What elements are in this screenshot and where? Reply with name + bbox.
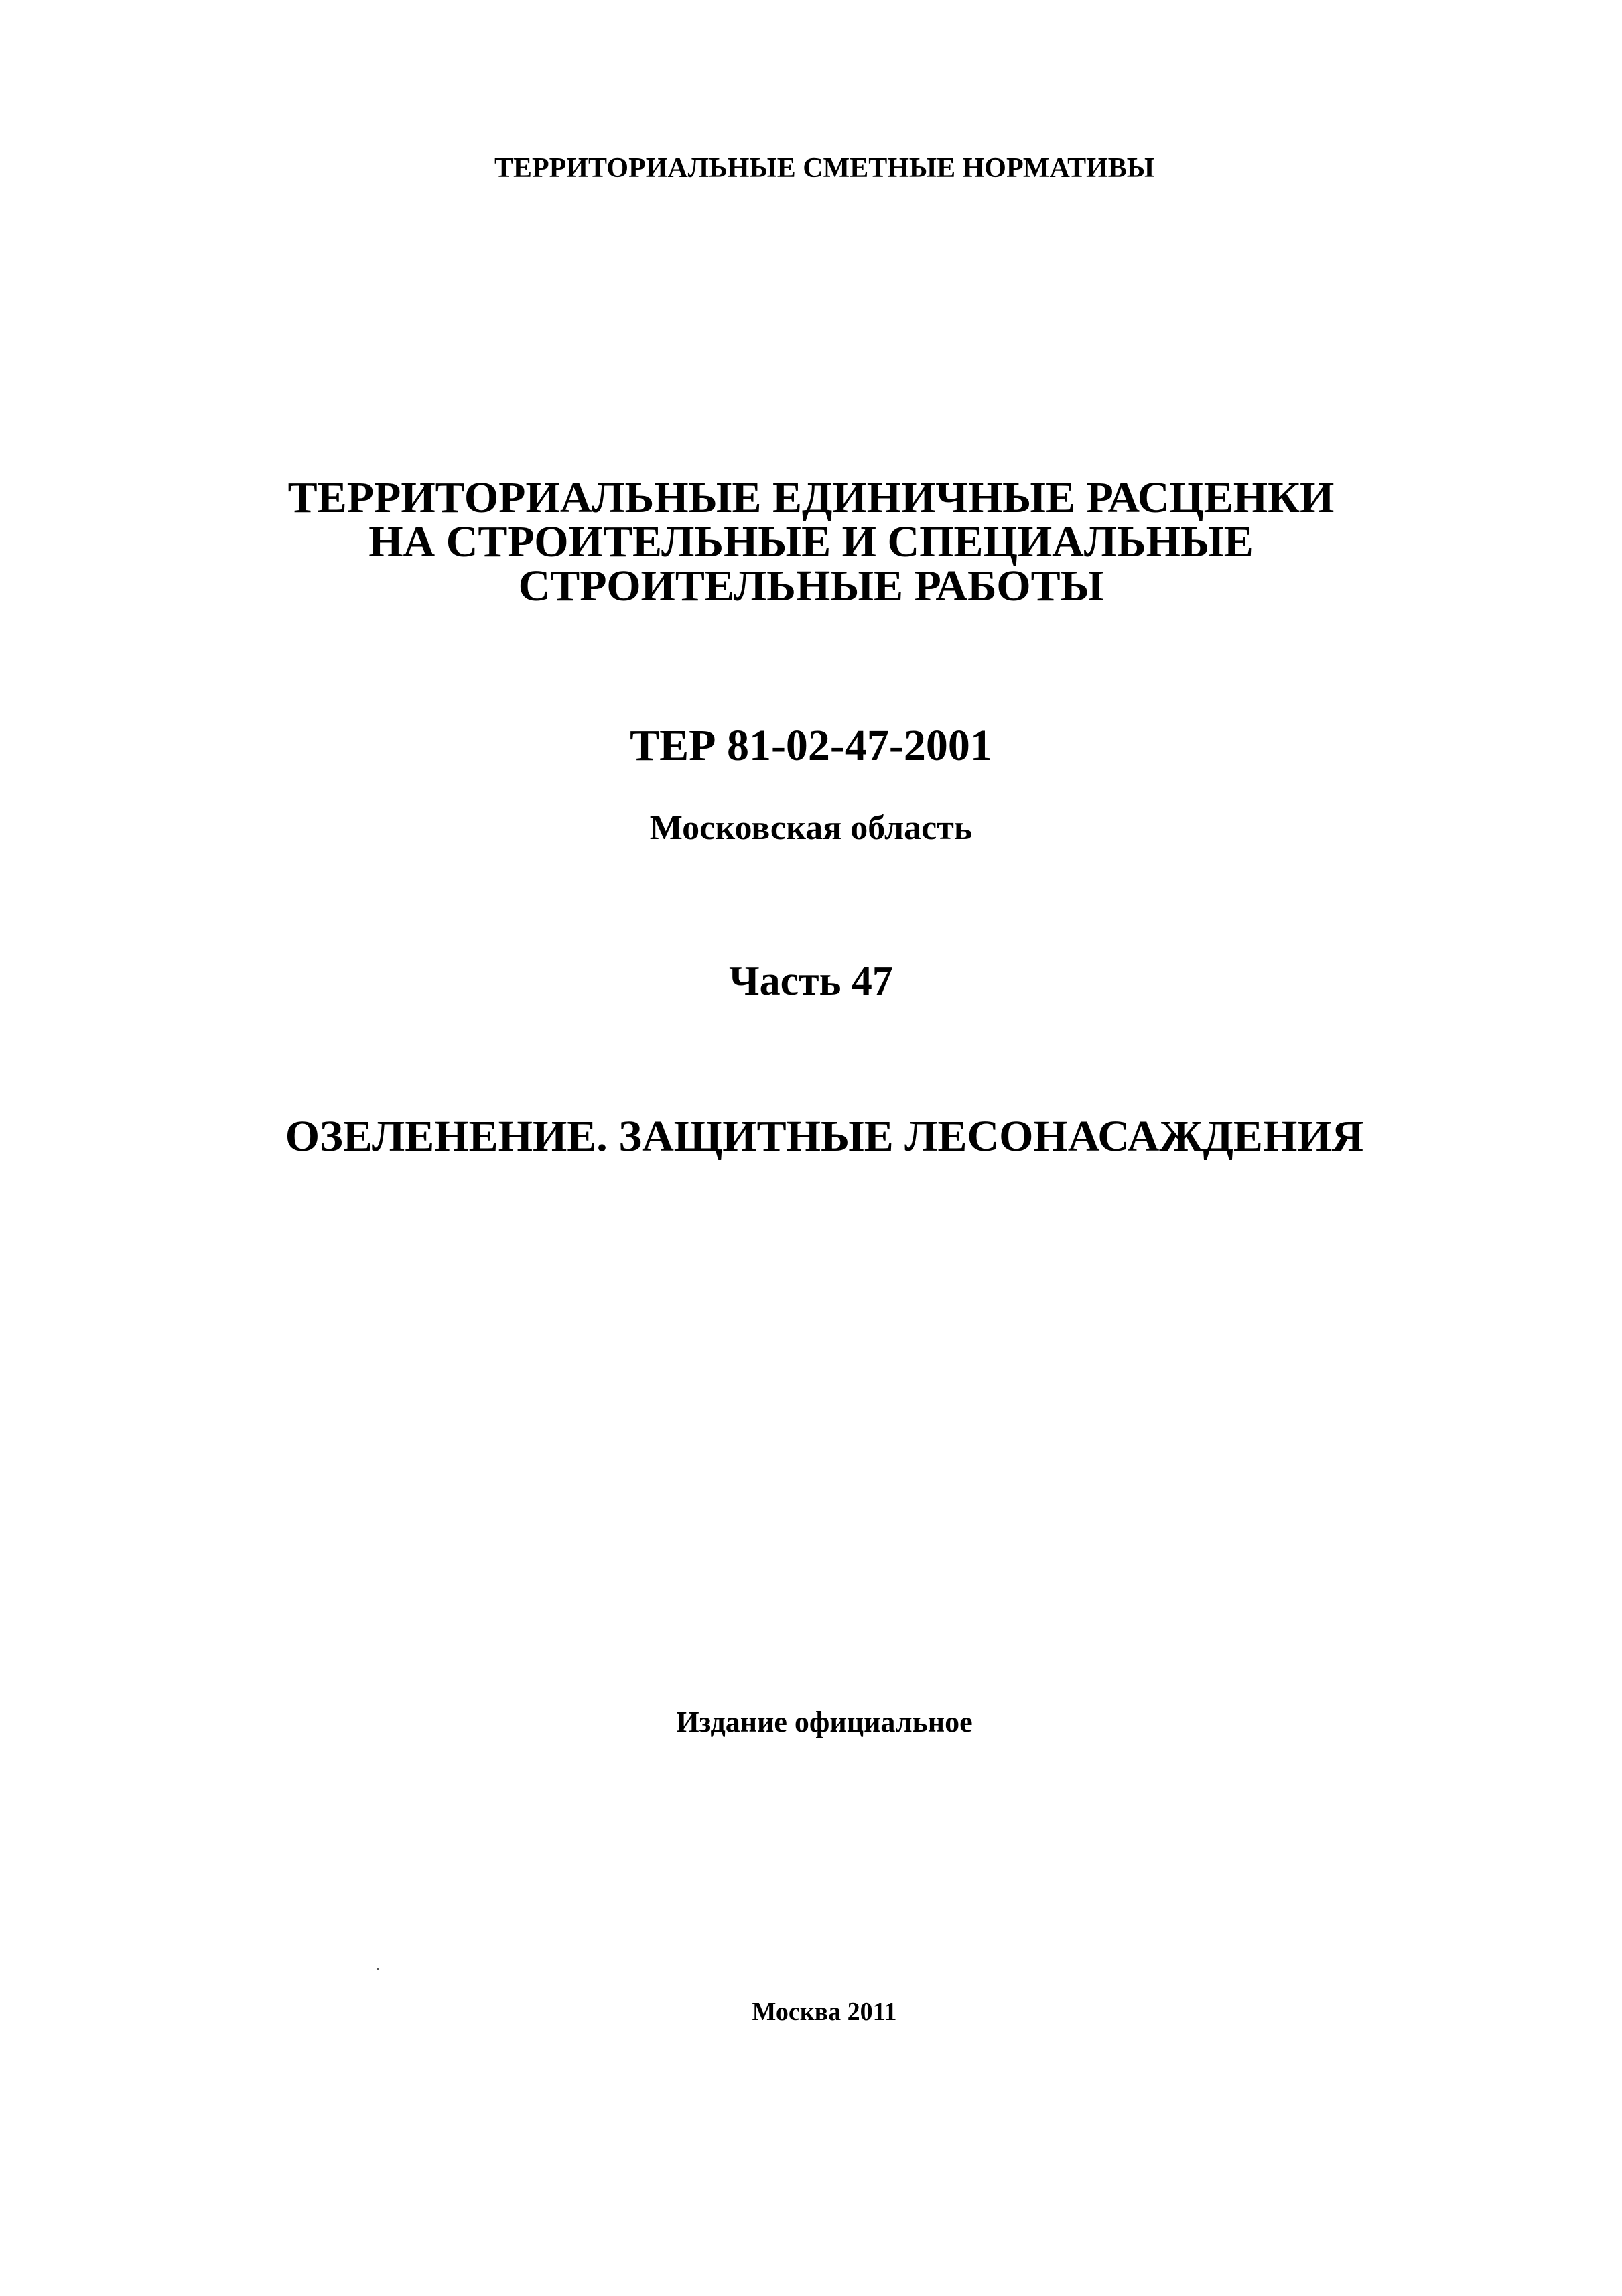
title-line-1: ТЕРРИТОРИАЛЬНЫЕ ЕДИНИЧНЫЕ РАСЦЕНКИ <box>287 473 1335 522</box>
scan-speck <box>377 1968 379 1970</box>
document-title <box>0 473 1622 611</box>
title-line-2: НА СТРОИТЕЛЬНЫЕ И СПЕЦИАЛЬНЫЕ <box>368 517 1254 566</box>
region-label: Московская область <box>649 809 973 847</box>
edition-label: Издание официальное <box>676 1706 973 1738</box>
part-label: Часть 47 <box>729 958 893 1004</box>
title-line-3: СТРОИТЕЛЬНЫЕ РАБОТЫ <box>518 562 1104 611</box>
section-title: ОЗЕЛЕНЕНИЕ. ЗАЩИТНЫЕ ЛЕСОНАСАЖДЕНИЯ <box>285 1112 1364 1161</box>
document-code: ТЕР 81-02-47-2001 <box>630 721 992 770</box>
series-heading: ТЕРРИТОРИАЛЬНЫЕ СМЕТНЫЕ НОРМАТИВЫ <box>494 153 1155 184</box>
place-year: Москва 2011 <box>752 1998 897 2026</box>
